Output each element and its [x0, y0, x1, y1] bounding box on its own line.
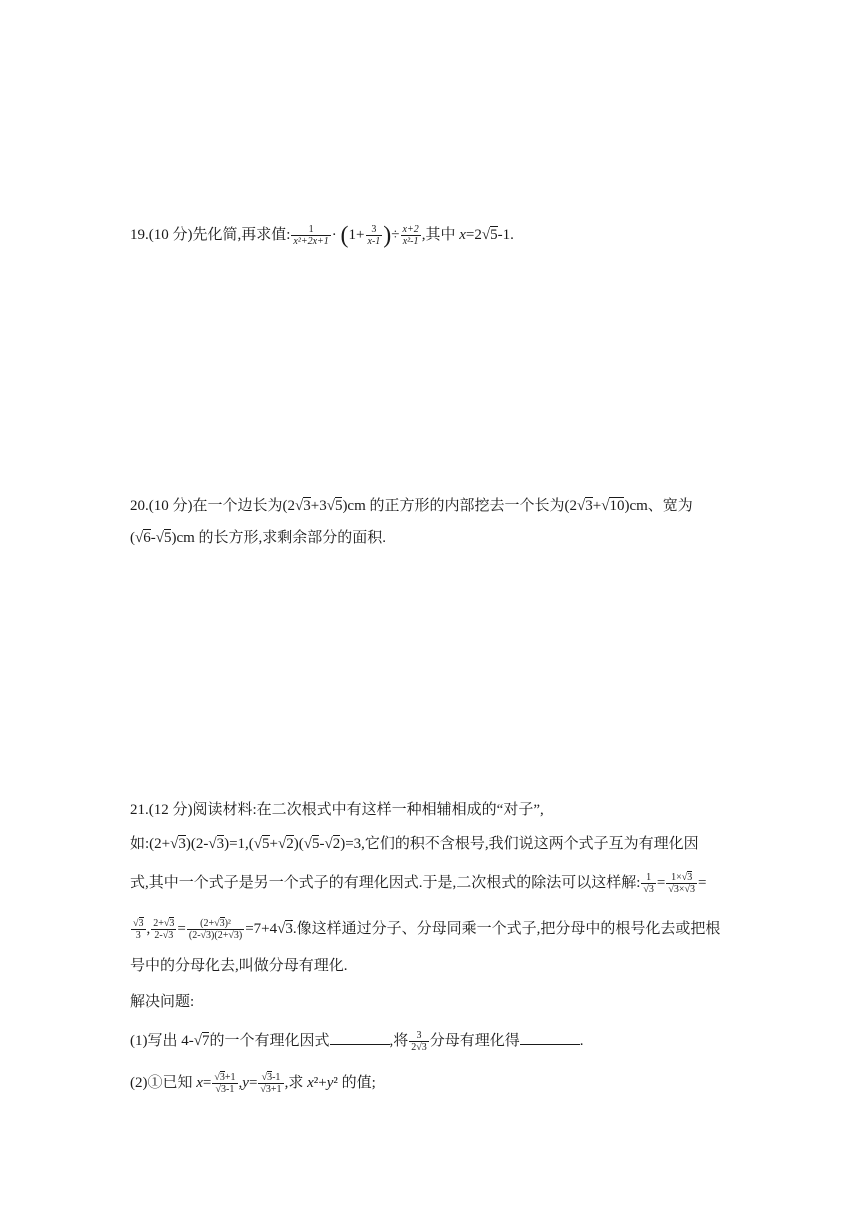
answer-blank-1[interactable] — [330, 1030, 390, 1045]
sqrt: √3 — [577, 498, 593, 514]
question-21-line-3 — [130, 872, 707, 895]
text: 20.(10 分)在一个边长为(2 — [130, 498, 295, 514]
denominator: √3+1 — [260, 1084, 282, 1095]
text: )cm 的正方形的内部挖去一个长为(2 — [342, 498, 578, 514]
sqrt: √5 — [303, 836, 320, 852]
q19-prefix: 19.(10 分)先化简,再求值: — [130, 226, 291, 243]
denominator: 2√3 — [411, 1042, 427, 1054]
text: )=3,它们的积不含根号,我们说这两个式子互为有理化因 — [340, 836, 699, 852]
denominator: √3 — [643, 884, 654, 895]
divide-operator: ÷ — [391, 226, 400, 243]
sqrt: √10 — [601, 498, 625, 514]
text: ,将 — [389, 1033, 409, 1049]
numerator: 2+√3 — [153, 918, 175, 929]
var-y: y — [326, 1074, 334, 1091]
fraction — [366, 224, 383, 247]
fraction — [409, 1030, 429, 1053]
fraction — [131, 918, 146, 941]
sqrt: √3 — [295, 498, 311, 514]
text: )=1,( — [224, 836, 254, 852]
var-y: y — [242, 1074, 249, 1091]
one-plus: 1+ — [348, 226, 365, 243]
denominator: x²+2x+1 — [293, 236, 329, 247]
text: 分母有理化得 — [429, 1033, 520, 1049]
paren-open: ( — [340, 222, 349, 249]
numerator: √3+1 — [214, 1072, 236, 1083]
sqrt: √5 — [253, 836, 270, 852]
fraction — [666, 872, 697, 895]
text: ( — [130, 530, 135, 546]
equals: = — [177, 920, 186, 937]
dot-operator: · — [331, 226, 337, 243]
fraction — [187, 918, 244, 941]
sqrt: √3 — [277, 920, 293, 937]
numerator: 1×√3 — [666, 872, 697, 884]
text: )( — [293, 836, 304, 852]
sqrt: √2 — [278, 836, 294, 852]
equals: = — [248, 1074, 258, 1091]
text: .像这样通过分子、分母同乘一个式子,把分母中的根号化去或把根 — [292, 920, 721, 937]
text: - — [319, 836, 325, 852]
text: =7+4 — [245, 920, 278, 937]
text: . — [579, 1033, 584, 1049]
fraction — [212, 1072, 237, 1095]
denominator: 3 — [135, 930, 141, 941]
numerator: 1 — [291, 224, 330, 236]
text: + — [592, 498, 602, 514]
sqrt: √5 — [481, 226, 498, 243]
sqrt: √2 — [324, 836, 341, 852]
sqrt: √7 — [193, 1033, 210, 1049]
var-x: x — [459, 226, 466, 243]
denominator: x-1 — [367, 236, 381, 247]
question-20-line-1 — [130, 496, 693, 516]
numerator: 3 — [366, 224, 383, 236]
sqrt: √5 — [326, 498, 343, 514]
text: 的一个有理化因式 — [209, 1033, 330, 1049]
sqrt: √3 — [170, 836, 186, 852]
text: )(2- — [185, 836, 209, 852]
text: )cm 的长方形,求剩余部分的面积. — [171, 530, 387, 546]
comma: , — [146, 920, 151, 937]
question-21-line-4 — [130, 918, 720, 941]
fraction — [291, 224, 330, 247]
text: ²+ — [313, 1074, 327, 1091]
question-20-line-2 — [130, 528, 386, 548]
text: 号中的分母化去,叫做分母有理化. — [130, 958, 348, 974]
question-19 — [130, 224, 514, 247]
equals: = — [202, 1074, 212, 1091]
fraction — [401, 224, 421, 247]
text: 解决问题: — [130, 994, 195, 1010]
text: (1)写出 4- — [130, 1033, 194, 1049]
denominator: (2-√3)(2+√3) — [188, 930, 243, 941]
sqrt: √5 — [155, 530, 172, 546]
question-21-line-6 — [130, 992, 194, 1012]
question-21-line-2 — [130, 834, 699, 854]
text: + — [269, 836, 278, 852]
text: ² 的值; — [333, 1074, 376, 1091]
numerator: x+2 — [402, 224, 419, 235]
text: 式,其中一个式子是另一个式子的有理化因式.于是,二次根式的除法可以这样解: — [130, 874, 641, 891]
sqrt: √3 — [208, 836, 225, 852]
q19-where: ,其中 — [421, 226, 460, 243]
denominator: 2-√3 — [154, 930, 174, 941]
text: (2)①已知 — [130, 1074, 197, 1091]
question-21-part-1 — [130, 1030, 584, 1053]
q19-eq: =2 — [465, 226, 482, 243]
text: - — [150, 530, 156, 546]
sqrt: √6 — [135, 530, 151, 546]
equals: = — [656, 874, 666, 891]
text: ,求 — [284, 1074, 308, 1091]
denominator: √3×√3 — [668, 884, 696, 895]
text: +3 — [310, 498, 327, 514]
var-x: x — [307, 1074, 314, 1091]
fraction — [151, 918, 176, 941]
question-21-line-1 — [130, 800, 544, 820]
numerator: √3 — [133, 918, 144, 929]
text: )cm、宽为 — [624, 498, 693, 514]
var-x: x — [196, 1074, 203, 1091]
equals: = — [698, 874, 707, 891]
text: 如:(2+ — [130, 836, 171, 852]
q19-tail: -1. — [497, 226, 514, 243]
fraction — [258, 1072, 283, 1095]
numerator: √3-1 — [258, 1072, 283, 1084]
comma: , — [238, 1074, 243, 1091]
answer-blank-2[interactable] — [520, 1030, 580, 1045]
fraction — [641, 872, 656, 895]
denominator: x²-1 — [402, 236, 419, 247]
numerator: (2+√3)² — [187, 918, 244, 930]
question-21-line-5 — [130, 956, 348, 976]
paren-close: ) — [383, 222, 392, 249]
denominator: √3-1 — [215, 1084, 235, 1095]
question-21-part-2 — [130, 1072, 376, 1095]
numerator: 1 — [641, 872, 656, 884]
text: 21.(12 分)阅读材料:在二次根式中有这样一种相辅相成的“对子”, — [130, 802, 544, 818]
numerator: 3 — [409, 1030, 429, 1042]
